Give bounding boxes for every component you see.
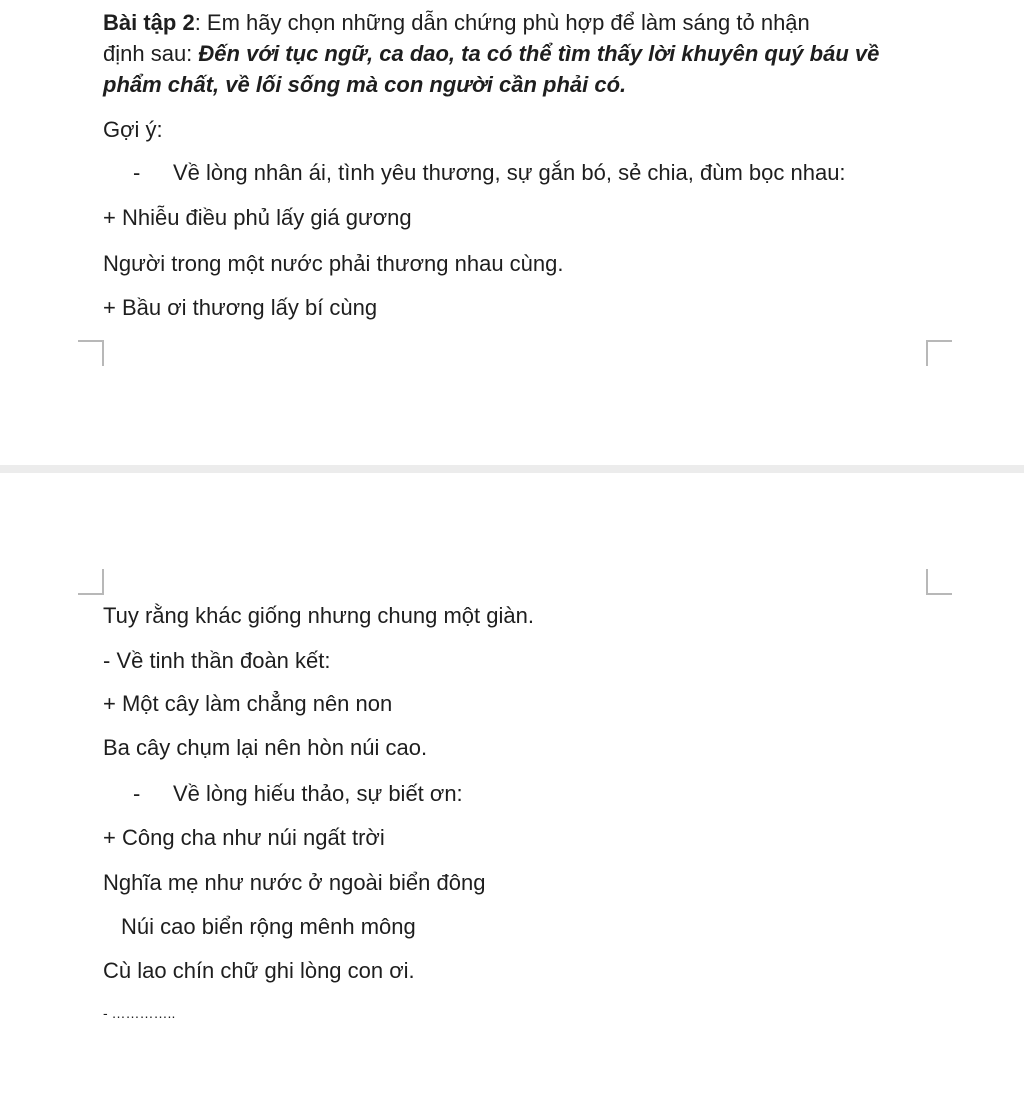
page-margin-corner-mark [78,569,104,595]
ellipsis-placeholder: - ………….. [103,1005,176,1021]
exercise-statement-part-1: Đến với tục ngữ, ca dao, ta có thể tìm thấy lời khuyên quý báu về [198,41,880,66]
exercise-heading-plain: định sau: [103,41,199,66]
section-heading-unity: - Về tinh thần đoàn kết: [103,648,331,673]
page-separator [0,465,1024,473]
proverb-line: Cù lao chín chữ ghi lòng con ơi. [103,958,415,983]
exercise-statement-part-2: phẩm chất, về lối sống mà con người cần phải có. [103,72,627,97]
document-page-1 [0,0,1024,465]
bullet-text: Về lòng nhân ái, tình yêu thương, sự gắn bó, sẻ chia, đùm bọc nhau: [173,160,846,185]
exercise-label: Bài tập 2 [103,10,195,35]
proverb-line: + Một cây làm chẳng nên non [103,691,393,716]
proverb-line: Núi cao biển rộng mênh mông [121,914,416,939]
page-margin-corner-mark [926,569,952,595]
proverb-line: Tuy rằng khác giống nhưng chung một giàn. [103,603,534,628]
proverb-line: Ba cây chụm lại nên hòn núi cao. [103,735,428,760]
bullet-item-compassion [103,158,846,188]
hint-label: Gợi ý: [103,117,163,142]
page-margin-corner-mark [926,340,952,366]
bullet-item-filial-piety [103,779,463,809]
bullet-marker: - [133,160,141,185]
proverb-line: + Nhiễu điều phủ lấy giá gương [103,205,412,230]
page-margin-corner-mark [78,340,104,366]
bullet-text: Về lòng hiếu thảo, sự biết ơn: [173,781,463,806]
proverb-line: + Bầu ơi thương lấy bí cùng [103,295,378,320]
proverb-line: Người trong một nước phải thương nhau cùng. [103,251,564,276]
exercise-heading-line-2 [103,39,879,69]
proverb-line: Nghĩa mẹ như nước ở ngoài biển đông [103,870,486,895]
exercise-heading-text: : Em hãy chọn những dẫn chứng phù hợp để làm sáng tỏ nhận [194,10,810,35]
document-page-2 [0,473,1024,1103]
proverb-line: + Công cha như núi ngất trời [103,825,385,850]
bullet-marker: - [133,781,141,806]
exercise-heading-line-1 [103,8,810,38]
